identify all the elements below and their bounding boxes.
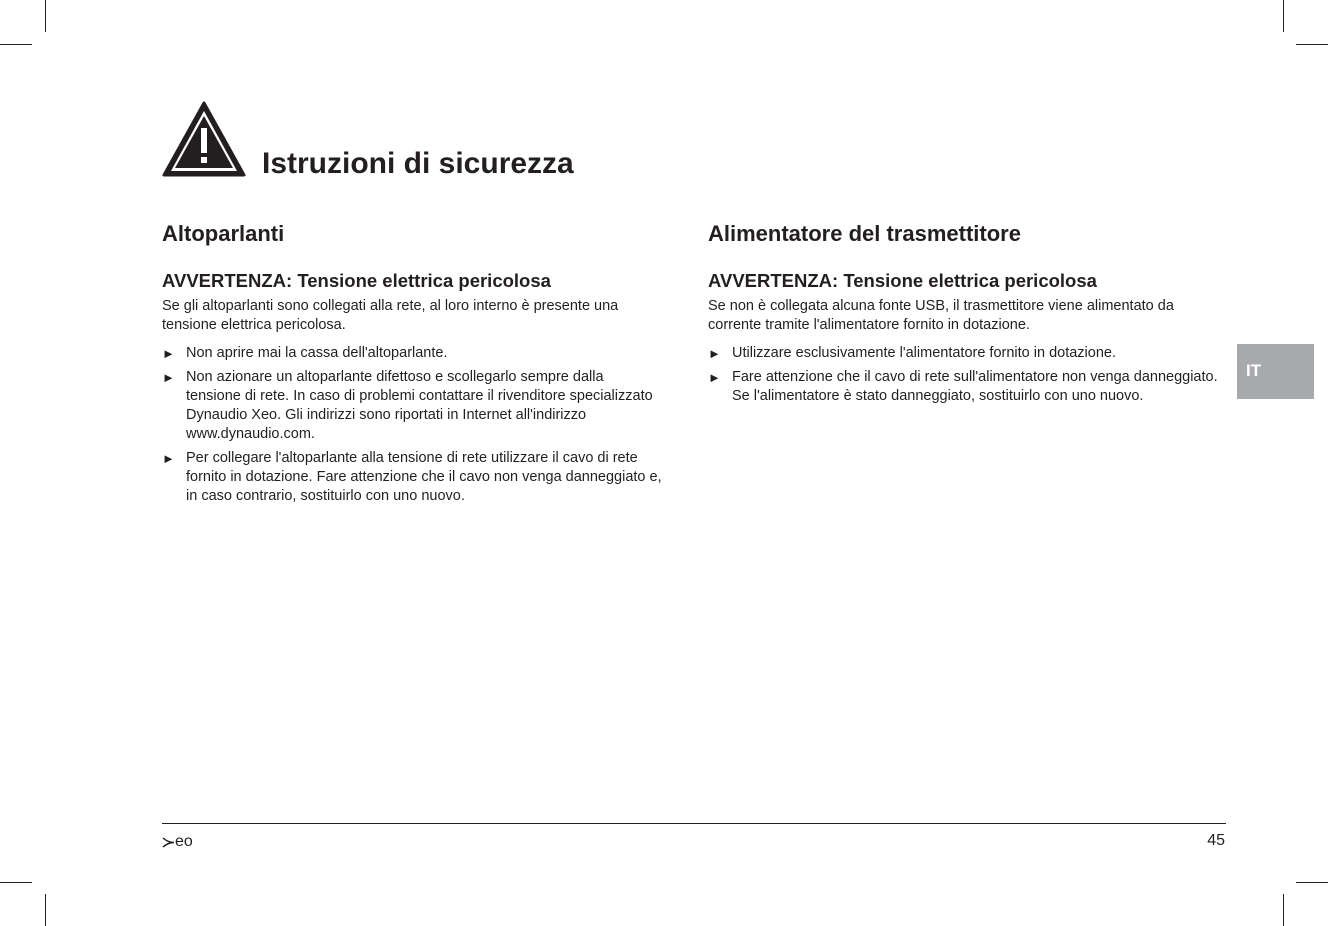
crop-mark bbox=[1296, 882, 1328, 883]
warning-title: AVVERTENZA: Tensione elettrica pericolosa bbox=[708, 270, 1097, 291]
language-tab-label: IT bbox=[1246, 361, 1262, 380]
page-number: 45 bbox=[1207, 832, 1225, 849]
list-item-text: Non aprire mai la cassa dell'altoparlante. bbox=[186, 345, 448, 361]
section-alimentatore bbox=[708, 218, 1228, 411]
bullet-list bbox=[162, 344, 662, 506]
list-item bbox=[708, 344, 1228, 363]
list-item-text: Fare attenzione che il cavo di rete sull'alimentatore non venga danneggiato. Se l'alimentatore è stato danneggiato, sostituirlo con uno nuovo. bbox=[732, 369, 1218, 404]
list-item bbox=[162, 344, 662, 363]
section-heading: Alimentatore del trasmettitore bbox=[708, 221, 1021, 246]
list-item-text: Per collegare l'altoparlante alla tensione di rete utilizzare il cavo di rete fornito in dotazione. Fare attenzione che il cavo non venga danneggiato e, in caso contrario, sostituirlo con uno nuovo. bbox=[186, 450, 662, 504]
list-item bbox=[162, 368, 662, 444]
crop-mark bbox=[0, 882, 32, 883]
crop-mark bbox=[1296, 44, 1328, 45]
language-tab bbox=[1237, 344, 1314, 399]
xeo-x-mark-icon bbox=[162, 837, 175, 848]
list-item-text: Utilizzare esclusivamente l'alimentatore fornito in dotazione. bbox=[732, 345, 1116, 361]
section-altoparlanti bbox=[162, 218, 662, 511]
page-header bbox=[162, 100, 762, 184]
bullet-arrow-icon: ► bbox=[162, 346, 175, 361]
bullet-arrow-icon: ► bbox=[162, 451, 175, 466]
crop-mark bbox=[0, 44, 32, 45]
bullet-arrow-icon: ► bbox=[162, 370, 175, 385]
section-heading: Altoparlanti bbox=[162, 221, 285, 246]
bullet-arrow-icon: ► bbox=[708, 370, 721, 385]
bullet-arrow-icon: ► bbox=[708, 346, 721, 361]
list-item-text: Non azionare un altoparlante difettoso e scollegarlo sempre dalla tensione di rete. In caso di problemi contattare il rivenditore specializzato Dynaudio Xeo. Gli indirizzi sono riportati in Internet all'indirizzo www.dynaudio.com. bbox=[186, 369, 653, 442]
warning-title: AVVERTENZA: Tensione elettrica pericolosa bbox=[162, 270, 551, 291]
warning-intro: Se gli altoparlanti sono collegati alla rete, al loro interno è presente una tensione elettrica pericolosa. bbox=[162, 298, 619, 333]
list-item bbox=[708, 368, 1228, 406]
crop-mark bbox=[45, 0, 46, 32]
bullet-list bbox=[708, 344, 1228, 406]
crop-mark bbox=[45, 894, 46, 926]
warning-triangle-icon bbox=[162, 100, 246, 178]
footer-divider bbox=[162, 823, 1226, 824]
logo-text: eo bbox=[175, 833, 193, 850]
crop-mark bbox=[1283, 0, 1284, 32]
crop-mark bbox=[1283, 894, 1284, 926]
warning-intro: Se non è collegata alcuna fonte USB, il trasmettitore viene alimentato da corrente tramite l'alimentatore fornito in dotazione. bbox=[708, 298, 1174, 333]
page-title: Istruzioni di sicurezza bbox=[262, 147, 574, 180]
list-item bbox=[162, 449, 662, 506]
